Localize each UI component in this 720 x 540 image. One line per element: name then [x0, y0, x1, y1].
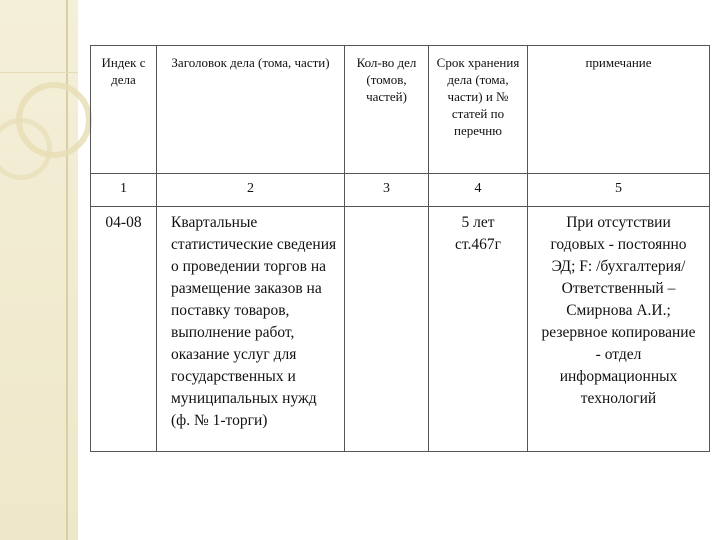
header-cell-retention — [429, 46, 528, 174]
header-cell-title — [157, 46, 345, 174]
decorative-horizontal-line — [0, 72, 78, 73]
header-label: Кол-во дел (томов, частей) — [356, 55, 417, 104]
column-number: 1 — [91, 174, 157, 207]
header-cell-index — [91, 46, 157, 174]
table-header-row — [91, 46, 710, 174]
column-number-row — [91, 174, 710, 207]
case-index-cell: 04-08 — [91, 207, 157, 452]
column-number: 2 — [157, 174, 345, 207]
retention-period-cell: 5 лет ст.467г — [429, 207, 528, 452]
header-label: Срок хранения дела (тома, части) и № статей по перечню — [436, 55, 520, 138]
column-number: 5 — [528, 174, 710, 207]
table-row — [91, 207, 710, 452]
column-number: 3 — [345, 174, 429, 207]
header-label: примечание — [585, 55, 652, 70]
case-title-cell: Квартальные статистические сведения о проведении торгов на размещение заказов на поставку товаров, выполнение работ, оказание услуг для государственных и муниципальных нужд (ф. № 1-торги) — [157, 207, 345, 452]
header-label: Индек с дела — [101, 55, 146, 87]
decorative-vertical-line — [66, 0, 68, 540]
header-cell-note — [528, 46, 710, 174]
case-nomenclature-table — [90, 45, 710, 452]
case-count-cell — [345, 207, 429, 452]
header-label: Заголовок дела (тома, части) — [171, 55, 330, 70]
column-number: 4 — [429, 174, 528, 207]
note-cell: При отсутствии годовых - постоянно ЭД; F: /бухгалтерия/ Ответственный – Смирнова А.И.; резервное копирование - отдел информационных технологий — [528, 207, 710, 452]
header-cell-count — [345, 46, 429, 174]
